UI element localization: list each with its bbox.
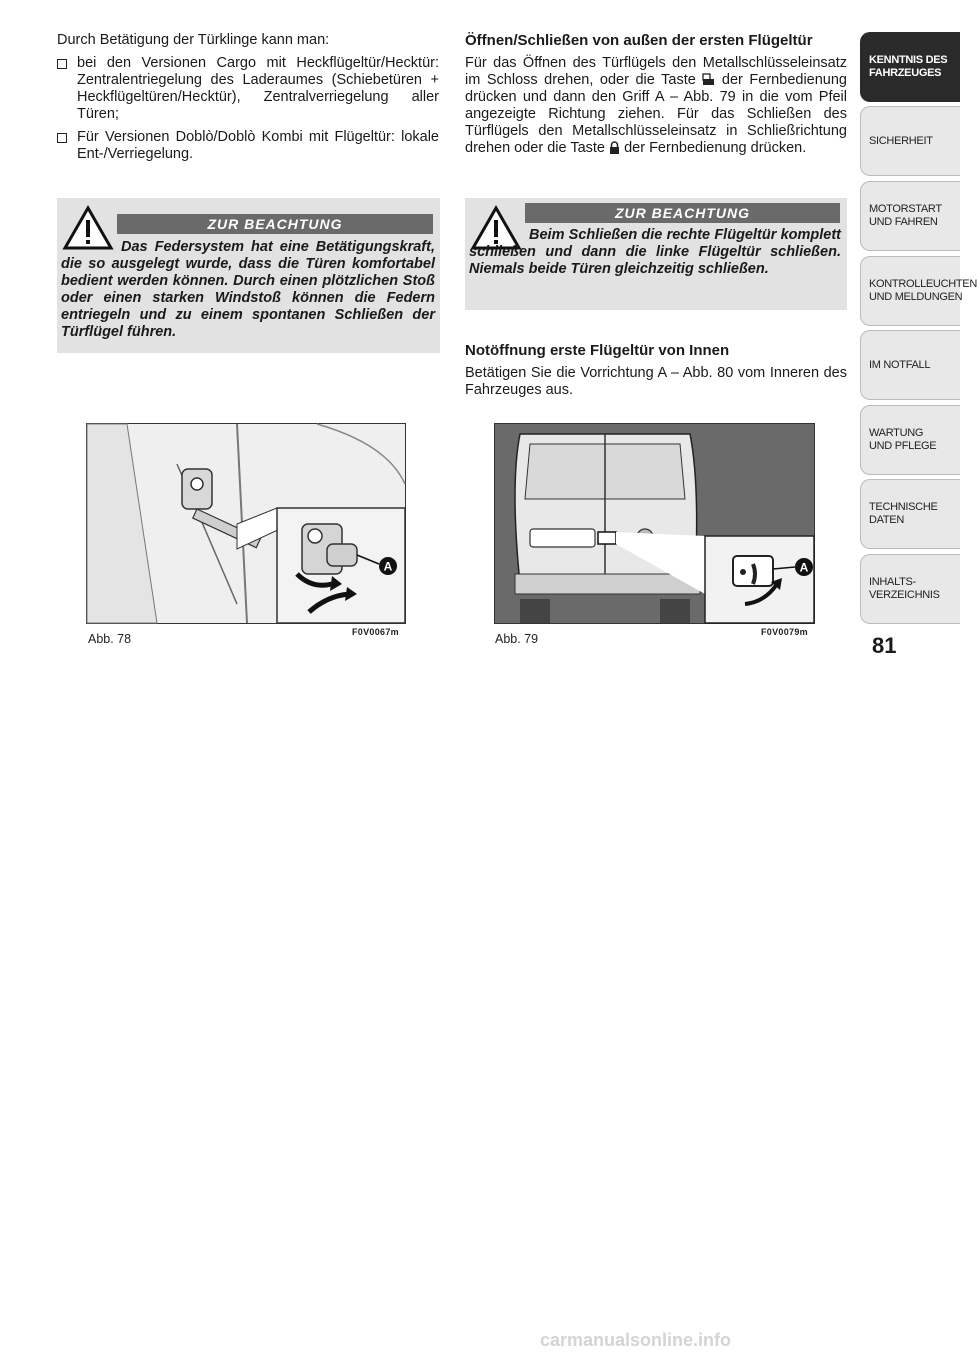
figure-rear-door xyxy=(494,423,815,624)
lock-key-icon xyxy=(609,141,620,154)
tab-technische-daten[interactable]: TECHNISCHE DATEN xyxy=(860,479,960,549)
figure-label: A xyxy=(799,560,809,575)
warning-box xyxy=(57,198,440,353)
section-paragraph: Betätigen Sie die Vorrichtung A – Abb. 80 vom Inneren des Fahrzeuges aus. xyxy=(465,365,847,398)
tab-kenntnis-des-fahrzeuges[interactable]: KENNTNIS DES FAHRZEUGES xyxy=(860,32,960,102)
section-heading: Öffnen/Schließen von außen der ersten Flügeltür xyxy=(465,32,813,49)
tab-kontrolleuchten-und-meldungen[interactable]: KONTROLLEUCHTEN UND MELDUNGEN xyxy=(860,256,960,326)
right-column-lower xyxy=(465,342,847,405)
tab-wartung-und-pflege[interactable]: WARTUNG UND PFLEGE xyxy=(860,405,960,475)
door-hinge-illustration xyxy=(87,424,405,623)
figure-door-hinge xyxy=(86,423,406,624)
warning-text: Beim Schließen die rechte Flügeltür komplett schließen und dann die linke Flügeltür schließen. Niemals beide Türen gleichzeitig schließen. xyxy=(469,227,841,277)
checkbox-bullet-icon xyxy=(57,133,67,143)
figure-caption: Abb. 78 xyxy=(88,632,132,646)
right-column xyxy=(465,32,847,163)
intro-text: Durch Betätigung der Türklinge kann man: xyxy=(57,32,330,48)
warning-box xyxy=(465,198,847,310)
tab-motorstart-und-fahren[interactable]: MOTORSTART UND FAHREN xyxy=(860,181,960,251)
figure-code: F0V0079m xyxy=(761,627,808,637)
unlock-key-icon xyxy=(702,73,715,86)
tab-im-notfall[interactable]: IM NOTFALL xyxy=(860,330,960,400)
warning-title: ZUR BEACHTUNG xyxy=(525,203,840,223)
tab-sicherheit[interactable]: SICHERHEIT xyxy=(860,106,960,176)
rear-door-illustration xyxy=(495,424,814,623)
warning-text: Das Federsystem hat eine Betätigungskraft, die so ausgelegt wurde, dass die Türen komfortabel bedient werden können. Durch einen plötzlichen Stoß oder einen starken Windstoß können die Federn entriegeln und zu einem spontanen Schließen der Türflügel führen. xyxy=(61,239,435,340)
section-heading: Notöffnung erste Flügeltür von Innen xyxy=(465,342,730,359)
warning-title: ZUR BEACHTUNG xyxy=(117,214,433,234)
figure-caption: Abb. 79 xyxy=(495,632,539,646)
left-column xyxy=(57,32,439,169)
bullet-item: bei den Versionen Cargo mit Heckflügeltür/Hecktür: Zentralentriegelung des Laderaumes (Schiebetüren + Heckflügeltüren/Hecktür), Zentralverriegelung aller Türen; xyxy=(57,55,439,123)
page-number: 81 xyxy=(872,633,897,658)
figure-label: A xyxy=(383,559,393,574)
bullet-item: Für Versionen Doblò/Doblò Kombi mit Flügeltür: lokale Ent-/Verriegelung. xyxy=(57,129,439,163)
checkbox-bullet-icon xyxy=(57,59,67,69)
watermark: carmanualsonline.info xyxy=(540,1330,732,1350)
section-paragraph: Für das Öffnen des Türflügels den Metallschlüsseleinsatz im Schloss drehen, oder die Taste der Fernbedienung drücken und dann den Griff A – Abb. 79 in die vom Pfeil angezeigte Richtung ziehen. Für das Schließen des Türflügels den Metallschlüsseleinsatz in Schließrichtung drehen oder die Taste der Fernbedienung drücken. xyxy=(465,55,847,156)
tab-inhaltsverzeichnis[interactable]: INHALTS- VERZEICHNIS xyxy=(860,554,960,624)
figure-code: F0V0067m xyxy=(352,627,399,637)
